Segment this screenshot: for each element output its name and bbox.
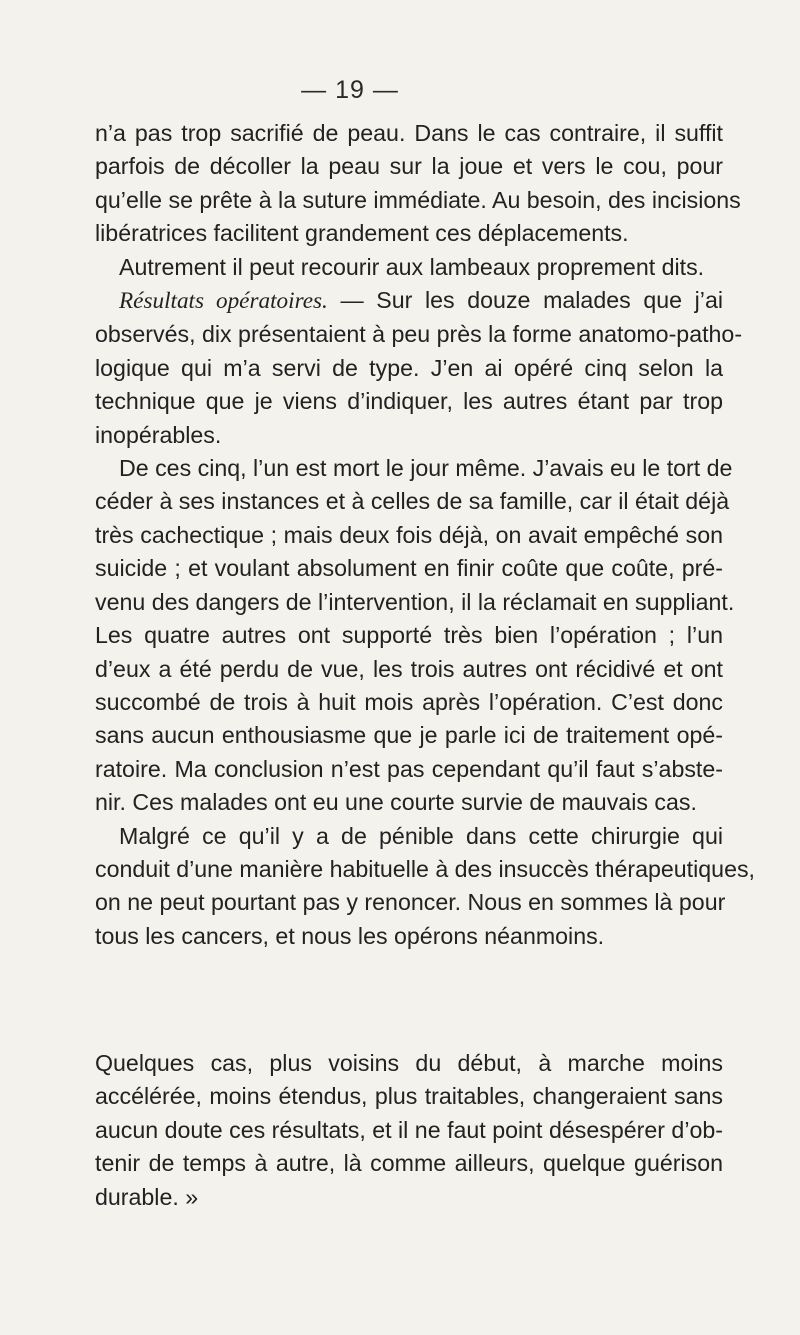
body-text-closing <box>95 1047 723 1214</box>
body-text <box>95 117 755 953</box>
text-line: très cachectique ; mais deux fois déjà, on avait empêché son <box>95 521 723 548</box>
text-line: venu des dangers de l’intervention, il la réclamait en suppliant. <box>95 588 735 615</box>
text-line: De ces cinq, l’un est mort le jour même. J’avais eu le tort de <box>119 455 733 482</box>
text-line: Quelques cas, plus voisins du début, à marche moins <box>95 1050 723 1076</box>
text-line: suicide ; et voulant absolument en finir coûte que coûte, pré- <box>95 555 723 582</box>
text-line: Malgré ce qu’il y a de pénible dans cette chirurgie qui <box>119 822 723 849</box>
section-heading: Résultats opératoires. <box>119 288 328 315</box>
text-line: qu’elle se prête à la suture immédiate. Au besoin, des incisions <box>95 186 741 213</box>
text-line: observés, dix présentaient à peu près la forme anatomo-patho- <box>95 321 743 348</box>
text-line: sans aucun enthousiasme que je parle ici de traitement opé- <box>95 722 723 749</box>
text-line: céder à ses instances et à celles de sa famille, car il était déjà <box>95 488 730 515</box>
text-line: durable. » <box>95 1183 199 1210</box>
text-line: on ne peut pourtant pas y renoncer. Nous en sommes là pour <box>95 889 726 916</box>
text-line: technique que je viens d’indiquer, les autres étant par trop <box>95 388 723 415</box>
text-line: ratoire. Ma conclusion n’est pas cependant qu’il faut s’abste- <box>95 755 723 782</box>
text-line-with-heading <box>95 284 723 318</box>
text-line: Autrement il peut recourir aux lambeaux proprement dits. <box>119 253 705 280</box>
text-line: d’eux a été perdu de vue, les trois autres ont récidivé et ont <box>95 655 723 682</box>
text-line: accélérée, moins étendus, plus traitables, changeraient sans <box>95 1083 723 1110</box>
page-number: — 19 — <box>301 76 399 104</box>
text-line: n’a pas trop sacrifié de peau. Dans le cas contraire, il suffit <box>95 120 723 146</box>
text-line: Les quatre autres ont supporté très bien l’opération ; l’un <box>95 622 723 649</box>
text-line: logique qui m’a servi de type. J’en ai opéré cinq selon la <box>95 354 723 381</box>
text-line: tous les cancers, et nous les opérons néanmoins. <box>95 922 605 949</box>
text-line: conduit d’une manière habituelle à des insuccès thérapeutiques, <box>95 855 755 882</box>
text-line: parfois de décoller la peau sur la joue et vers le cou, pour <box>95 153 723 180</box>
text-line: nir. Ces malades ont eu une courte survie de mauvais cas. <box>95 789 697 816</box>
text-fragment: — Sur les douze malades que j’ai <box>327 287 723 314</box>
text-line: succombé de trois à huit mois après l’opération. C’est donc <box>95 688 723 715</box>
text-line: tenir de temps à autre, là comme ailleurs, quelque guérison <box>95 1150 723 1177</box>
text-line: inopérables. <box>95 421 222 448</box>
text-line: libératrices facilitent grandement ces déplacements. <box>95 220 629 247</box>
text-line: aucun doute ces résultats, et il ne faut point désespérer d’ob- <box>95 1116 723 1143</box>
